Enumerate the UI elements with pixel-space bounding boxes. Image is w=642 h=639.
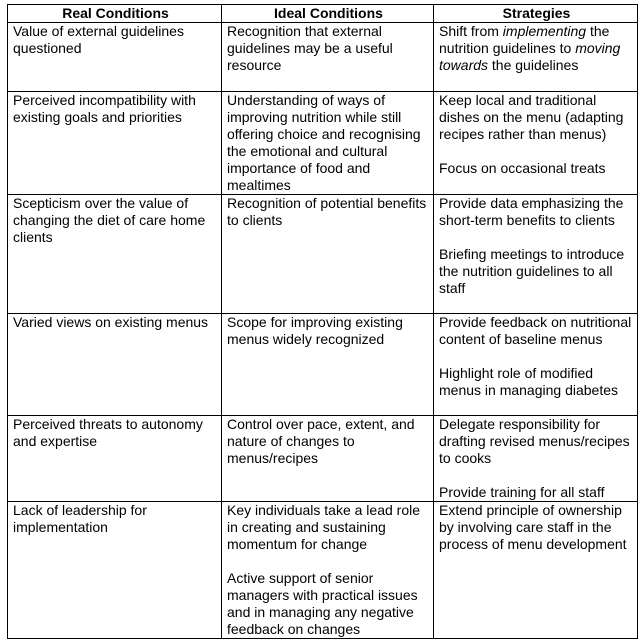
strategy-text: Delegate responsibility for drafting revised menus/recipes to cooks [439, 416, 630, 466]
strategy-text: Shift from [439, 23, 503, 39]
strategy-text: Provide feedback on nutritional content of baseline menus [439, 314, 632, 347]
strategy-cell [434, 416, 638, 502]
strategy-emphasis: moving towards [439, 40, 621, 73]
real-condition-cell: Perceived incompatibility with existing goals and priorities [8, 92, 222, 195]
strategy-text: Focus on occasional treats [439, 160, 606, 176]
ideal-condition-cell [222, 92, 434, 195]
strategy-text: the nutrition guidelines to [439, 23, 610, 56]
strategy-text: Extend principle of ownership by involving care staff in the process of menu development [439, 502, 627, 552]
ideal-condition-cell [222, 314, 434, 416]
table-row [8, 314, 638, 416]
ideal-condition-text: Key individuals take a lead role in creating and sustaining momentum for change [227, 502, 421, 552]
real-condition-cell: Value of external guidelines questioned [8, 23, 222, 92]
real-condition-cell: Varied views on existing menus [8, 314, 222, 416]
strategy-cell [434, 23, 638, 92]
ideal-condition-text: Understanding of ways of improving nutrition while still offering choice and recognising the emotional and cultural importance of food and mealtimes [227, 92, 421, 193]
strategy-text: Highlight role of modified menus in managing diabetes [439, 365, 619, 398]
table-row [8, 502, 638, 639]
ideal-condition-text: Control over pace, extent, and nature of changes to menus/recipes [227, 416, 415, 466]
conditions-strategies-table [7, 4, 638, 639]
strategy-text: Provide data emphasizing the short-term benefits to clients [439, 195, 624, 228]
table-row [8, 92, 638, 195]
table-row [8, 416, 638, 502]
strategy-text: Provide training for all staff [439, 484, 605, 500]
ideal-condition-cell [222, 195, 434, 314]
ideal-condition-text: Recognition that external guidelines may be a useful resource [227, 23, 393, 73]
ideal-condition-cell [222, 416, 434, 502]
table-row [8, 23, 638, 92]
header-real-conditions: Real Conditions [8, 5, 222, 23]
strategy-cell [434, 195, 638, 314]
strategy-text: Keep local and traditional dishes on the menu (adapting recipes rather than menus) [439, 92, 624, 142]
header-strategies: Strategies [434, 5, 638, 23]
strategy-cell [434, 314, 638, 416]
ideal-condition-text: Scope for improving existing menus widely recognized [227, 314, 403, 347]
strategy-emphasis: implementing [502, 23, 587, 39]
real-condition-cell: Scepticism over the value of changing the diet of care home clients [8, 195, 222, 314]
real-condition-cell: Perceived threats to autonomy and expertise [8, 416, 222, 502]
ideal-condition-text: Active support of senior managers with practical issues and in managing any negative feedback on changes [227, 570, 418, 637]
ideal-condition-cell [222, 502, 434, 639]
strategy-text: Briefing meetings to introduce the nutrition guidelines to all staff [439, 246, 625, 296]
header-row [8, 5, 638, 23]
ideal-condition-cell [222, 23, 434, 92]
real-condition-cell: Lack of leadership for implementation [8, 502, 222, 639]
strategy-cell [434, 92, 638, 195]
table-row [8, 195, 638, 314]
strategy-text: the guidelines [488, 57, 579, 73]
header-ideal-conditions: Ideal Conditions [222, 5, 434, 23]
ideal-condition-text: Recognition of potential benefits to clients [227, 195, 427, 228]
strategy-cell [434, 502, 638, 639]
